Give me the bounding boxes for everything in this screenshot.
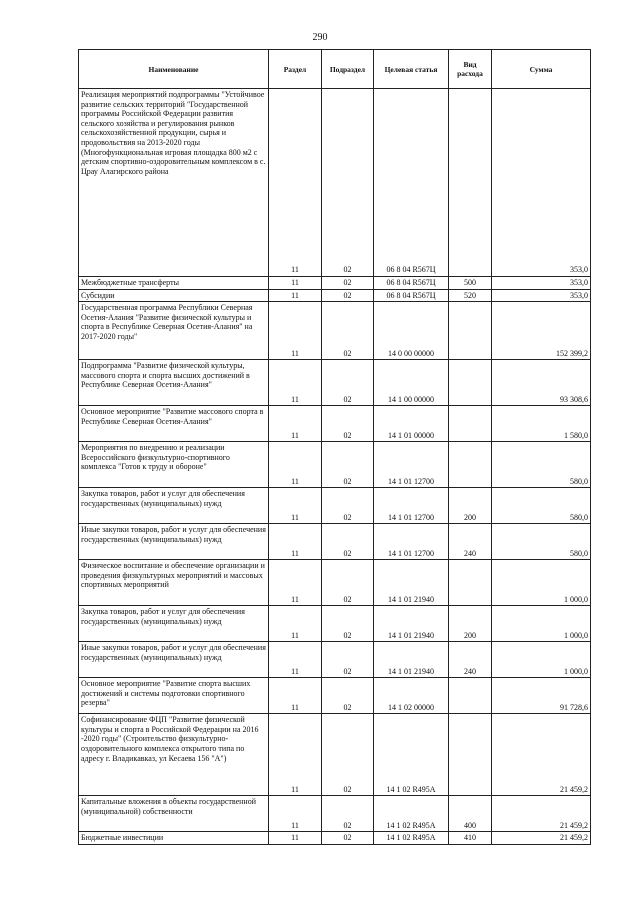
cell-subsection: 02 (322, 642, 374, 678)
cell-expense-type (449, 678, 492, 714)
cell-name: Закупка товаров, работ и услуг для обеспечения государственных (муниципальных) нужд (79, 488, 269, 524)
cell-expense-type (449, 302, 492, 360)
cell-subsection: 02 (322, 560, 374, 606)
cell-name: Иные закупки товаров, работ и услуг для обеспечения государственных (муниципальных) нужд (79, 524, 269, 560)
cell-target: 14 1 01 12700 (374, 442, 449, 488)
table-row (79, 678, 591, 714)
table-row (79, 406, 591, 442)
cell-section: 11 (269, 89, 322, 277)
cell-name: Иные закупки товаров, работ и услуг для обеспечения государственных (муниципальных) нужд (79, 642, 269, 678)
cell-amount: 21 459,2 (492, 796, 591, 832)
cell-expense-type (449, 360, 492, 406)
cell-subsection: 02 (322, 488, 374, 524)
page-number: 290 (312, 32, 328, 43)
table-row (79, 606, 591, 642)
cell-name: Мероприятия по внедрению и реализации Всероссийского физкультурно-спортивного комплекса "Готов к труду и обороне" (79, 442, 269, 488)
cell-target: 14 1 01 12700 (374, 524, 449, 560)
cell-expense-type: 240 (449, 642, 492, 678)
cell-expense-type: 410 (449, 832, 492, 845)
cell-expense-type: 240 (449, 524, 492, 560)
cell-section: 11 (269, 406, 322, 442)
header-target: Целевая статья (374, 50, 449, 89)
cell-expense-type (449, 560, 492, 606)
table-row (79, 832, 591, 845)
cell-section: 11 (269, 360, 322, 406)
table-row (79, 642, 591, 678)
cell-subsection: 02 (322, 277, 374, 290)
table-row (79, 302, 591, 360)
cell-amount: 93 308,6 (492, 360, 591, 406)
cell-target: 14 1 02 R495A (374, 714, 449, 796)
cell-section: 11 (269, 560, 322, 606)
cell-target: 06 8 04 R567Ц (374, 277, 449, 290)
table-row (79, 714, 591, 796)
cell-expense-type (449, 406, 492, 442)
cell-expense-type: 200 (449, 488, 492, 524)
cell-name: Софинансирование ФЦП "Развитие физической культуры и спорта в Российской Федерации на 2016 -2020 годы" (Строительство физкультурно-оздоровительного комплекса открытого типа по адресу г. Владикавказ, ул Кесаева 156 "А") (79, 714, 269, 796)
header-section: Раздел (269, 50, 322, 89)
cell-subsection: 02 (322, 89, 374, 277)
cell-section: 11 (269, 642, 322, 678)
cell-subsection: 02 (322, 302, 374, 360)
cell-target: 14 0 00 00000 (374, 302, 449, 360)
cell-amount: 21 459,2 (492, 714, 591, 796)
cell-amount: 353,0 (492, 277, 591, 290)
cell-subsection: 02 (322, 832, 374, 845)
cell-amount: 1 000,0 (492, 606, 591, 642)
cell-section: 11 (269, 606, 322, 642)
cell-amount: 353,0 (492, 89, 591, 277)
cell-expense-type: 200 (449, 606, 492, 642)
cell-name: Закупка товаров, работ и услуг для обеспечения государственных (муниципальных) нужд (79, 606, 269, 642)
cell-target: 06 8 04 R567Ц (374, 289, 449, 302)
cell-section: 11 (269, 302, 322, 360)
cell-section: 11 (269, 832, 322, 845)
cell-section: 11 (269, 524, 322, 560)
cell-target: 14 1 02 00000 (374, 678, 449, 714)
cell-subsection: 02 (322, 714, 374, 796)
header-name: Наименование (79, 50, 269, 89)
cell-name: Подпрограмма "Развитие физической культуры, массового спорта и спорта высших достижений в Республике Северная Осетия-Алания" (79, 360, 269, 406)
budget-table (78, 49, 591, 845)
cell-target: 14 1 01 21940 (374, 606, 449, 642)
cell-name: Межбюджетные трансферты (79, 277, 269, 290)
cell-subsection: 02 (322, 360, 374, 406)
cell-name: Субсидии (79, 289, 269, 302)
cell-section: 11 (269, 796, 322, 832)
cell-name: Капитальные вложения в объекты государственной (муниципальной) собственности (79, 796, 269, 832)
cell-name: Реализация мероприятий подпрограммы "Устойчивое развитие сельских территорий "Государственной программы Российской Федерации развития сельского хозяйства и регулирования рынков сельскохозяйственной продукции, сырья и продовольствия на 2013-2020 годы (Многофункциональная игровая площадка 800 м2 с детским спортивно-оздоровительным комплексом в с. Црау Алагирского района (79, 89, 269, 277)
cell-target: 14 1 01 21940 (374, 642, 449, 678)
cell-target: 14 1 02 R495A (374, 832, 449, 845)
header-subsection: Подраздел (322, 50, 374, 89)
cell-subsection: 02 (322, 796, 374, 832)
cell-amount: 152 399,2 (492, 302, 591, 360)
header-amount: Сумма (492, 50, 591, 89)
table-row (79, 524, 591, 560)
cell-name: Основное мероприятие "Развитие массового спорта в Республике Северная Осетия-Алания" (79, 406, 269, 442)
cell-target: 06 8 04 R567Ц (374, 89, 449, 277)
cell-amount: 580,0 (492, 488, 591, 524)
cell-amount: 1 000,0 (492, 642, 591, 678)
table-header-row (79, 50, 591, 89)
cell-section: 11 (269, 488, 322, 524)
cell-expense-type: 500 (449, 277, 492, 290)
cell-name: Государственная программа Республики Северная Осетия-Алания "Развитие физической культуры и спорта в Республике Северная Осетия-Алания" на 2017-2020 годы" (79, 302, 269, 360)
cell-subsection: 02 (322, 678, 374, 714)
cell-expense-type: 520 (449, 289, 492, 302)
cell-name: Основное мероприятие "Развитие спорта высших достижений и системы подготовки спортивного резерва" (79, 678, 269, 714)
cell-target: 14 1 01 21940 (374, 560, 449, 606)
header-expense-type: Вид расхода (449, 50, 492, 89)
cell-expense-type (449, 89, 492, 277)
cell-amount: 91 728,6 (492, 678, 591, 714)
cell-target: 14 1 01 00000 (374, 406, 449, 442)
table-row (79, 289, 591, 302)
table-row (79, 89, 591, 277)
cell-amount: 1 580,0 (492, 406, 591, 442)
cell-amount: 580,0 (492, 442, 591, 488)
table-row (79, 796, 591, 832)
table-row (79, 560, 591, 606)
cell-name: Физическое воспитание и обеспечение организации и проведения физкультурных мероприятий и массовых спортивных мероприятий (79, 560, 269, 606)
cell-amount: 353,0 (492, 289, 591, 302)
cell-section: 11 (269, 289, 322, 302)
cell-amount: 580,0 (492, 524, 591, 560)
cell-section: 11 (269, 678, 322, 714)
cell-name: Бюджетные инвестиции (79, 832, 269, 845)
cell-amount: 21 459,2 (492, 832, 591, 845)
cell-subsection: 02 (322, 606, 374, 642)
table-row (79, 442, 591, 488)
cell-target: 14 1 00 00000 (374, 360, 449, 406)
cell-target: 14 1 01 12700 (374, 488, 449, 524)
table-row (79, 488, 591, 524)
cell-subsection: 02 (322, 524, 374, 560)
cell-section: 11 (269, 714, 322, 796)
cell-expense-type: 400 (449, 796, 492, 832)
cell-subsection: 02 (322, 289, 374, 302)
table-row (79, 277, 591, 290)
cell-expense-type (449, 714, 492, 796)
cell-target: 14 1 02 R495A (374, 796, 449, 832)
cell-section: 11 (269, 442, 322, 488)
cell-amount: 1 000,0 (492, 560, 591, 606)
cell-expense-type (449, 442, 492, 488)
cell-subsection: 02 (322, 406, 374, 442)
cell-subsection: 02 (322, 442, 374, 488)
table-row (79, 360, 591, 406)
cell-section: 11 (269, 277, 322, 290)
